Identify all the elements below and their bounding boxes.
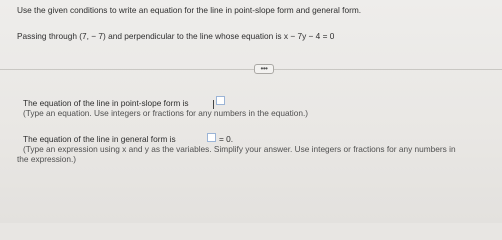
question-instruction: Use the given conditions to write an equation for the line in point-slope form and general form. — [17, 5, 362, 15]
part1-prompt: The equation of the line in point-slope form is — [23, 98, 189, 108]
more-options-button[interactable]: ••• — [254, 64, 274, 74]
point-slope-answer-input[interactable] — [216, 96, 225, 105]
part2-prompt: The equation of the line in general form is — [23, 134, 176, 144]
given-middle: and perpendicular to the line whose equation is — [108, 31, 282, 41]
section-divider — [0, 69, 502, 70]
given-prefix: Passing through — [17, 31, 77, 41]
general-form-answer-input[interactable] — [207, 133, 216, 142]
part2-hint-line2: the expression.) — [17, 154, 77, 164]
given-equation: x − 7y − 4 = 0 — [283, 31, 335, 41]
given-point: (7, − 7) — [79, 31, 106, 41]
part1-hint: (Type an equation. Use integers or fractions for any numbers in the equation.) — [23, 108, 309, 118]
part2-hint-line1: (Type an expression using x and y as the variables. Simplify your answer. Use integers or fractions for any numbers in — [23, 144, 456, 154]
equals-zero-label: = 0. — [219, 134, 234, 144]
given-conditions — [17, 31, 334, 41]
